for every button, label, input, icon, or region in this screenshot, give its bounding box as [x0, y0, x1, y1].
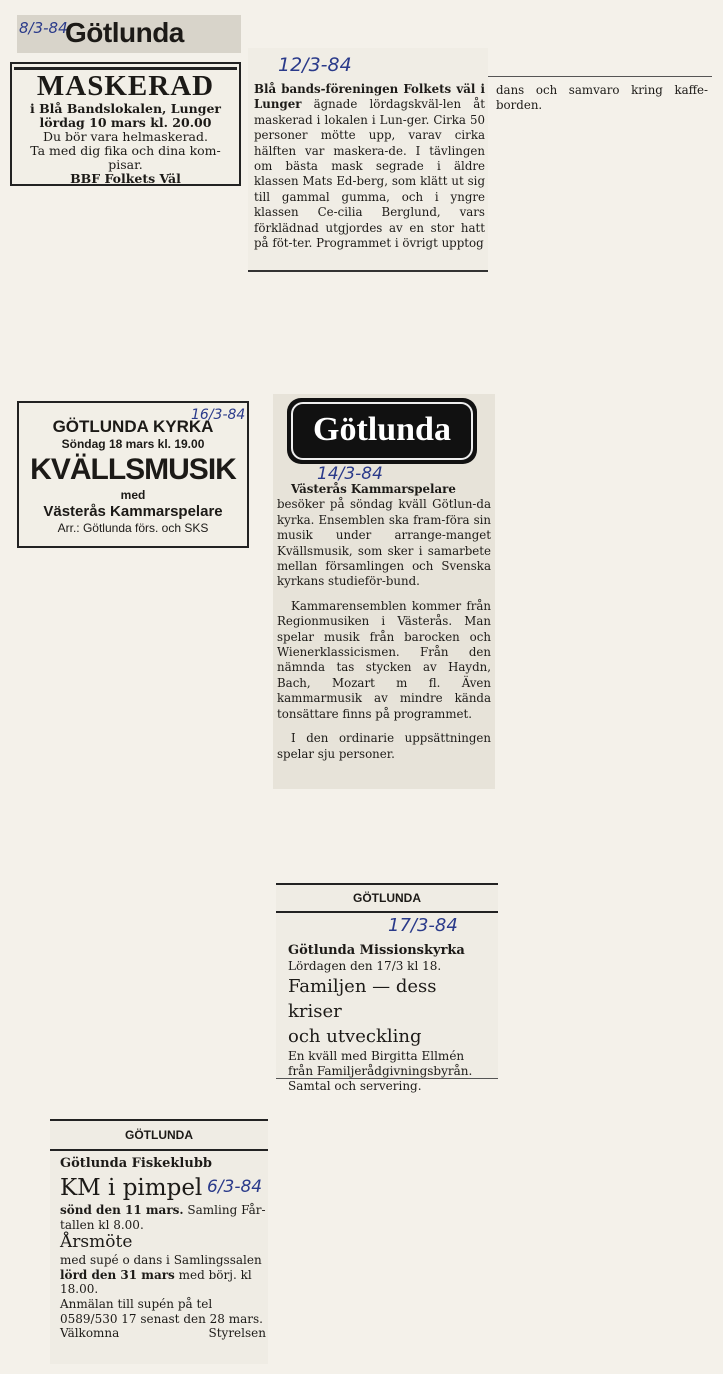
article-body — [254, 82, 485, 251]
event-date: Söndag 18 mars kl. 19.00 — [61, 437, 205, 451]
ad-text: Ta med dig fika och dina kom- — [30, 143, 221, 158]
event-with: med — [120, 488, 146, 502]
kvallsmusik-advertisement — [17, 401, 249, 548]
article-lead: Blå bands-föreningen Folkets väl i Lunger — [254, 82, 485, 112]
notice-text: Samtal och servering. — [288, 1079, 422, 1093]
article-text: ägnade lördagskväl-len åt maskerad i lokalen i Lun-ger. Cirka 50 personer mötte upp, varav cirka hälften var maskera-de. I tävlingen om bästa mask segrade i äldre klassen Mats Ed-berg, som klätt ut sig till gammal gumma, och i yngre klassen Ce-cilia Berglund, vars förklädnad utgjordes av en stor hatt på föt-ter. Programmet i övrigt upptog — [254, 97, 486, 251]
notice-text: En kväll med Birgitta Ellmén — [288, 1049, 465, 1063]
notice-header: GÖTLUNDA — [50, 1121, 268, 1151]
missionskyrka-notice — [276, 883, 498, 1093]
club-name: Götlunda Fiskeklubb — [60, 1156, 213, 1171]
venue: Götlunda Missionskyrka — [288, 943, 465, 958]
maskerad-advertisement — [10, 62, 241, 186]
notice-header: GÖTLUNDA — [276, 885, 498, 913]
event-title: KM i pimpel — [60, 1175, 203, 1201]
kammarspelare-article — [273, 394, 495, 789]
event-title: Familjen — dess kriser — [288, 976, 437, 1022]
handwritten-date: 14/3-84 — [317, 464, 383, 484]
article-lead: Västerås Kammarspelare — [291, 482, 456, 496]
article-continued-text: dans och samvaro kring kaffe-borden. — [496, 83, 708, 113]
article-paragraph: besöker på söndag kväll Götlun-da kyrka. Ensemblen ska fram-föra sin musik under arrange-manget Kvällsmusik, som sker i samarbete mellan församlingen och Svenska kyrkans studieför-bund. — [277, 497, 491, 589]
article-lead-line — [277, 482, 491, 497]
footer-greeting: Välkomna — [60, 1326, 120, 1341]
handwritten-date: 12/3-84 — [278, 54, 352, 76]
notice-text: Anmälan till supén på tel — [60, 1296, 213, 1311]
footer-signature: Styrelsen — [208, 1326, 266, 1341]
notice-text — [60, 1268, 266, 1283]
church-name: GÖTLUNDA KYRKA — [52, 417, 214, 436]
event-title: och utveckling — [288, 1026, 422, 1047]
handwritten-date: 8/3-84 — [19, 19, 68, 37]
notice-text: från Familjerådgivningsbyrån. — [288, 1064, 473, 1078]
handwritten-date: 6/3-84 — [207, 1177, 263, 1197]
ad-organizer: BBF Folkets Väl — [70, 171, 181, 186]
event-date: Lördagen den 17/3 kl 18. — [288, 959, 442, 973]
notice-text-part: med börj. kl — [178, 1267, 252, 1282]
maskerad-article — [248, 48, 488, 272]
performer: Västerås Kammarspelare — [43, 503, 223, 520]
section-header: Götlunda — [65, 17, 184, 48]
meeting-date: lörd den 31 mars — [60, 1267, 175, 1282]
fiskeklubb-notice — [50, 1119, 268, 1364]
notice-footer — [60, 1326, 266, 1341]
clipping-header-gotlunda — [17, 15, 241, 53]
event-date: sönd den 11 mars. — [60, 1203, 184, 1217]
notice-text: med supé o dans i Samlingssalen — [60, 1253, 262, 1268]
gotlunda-logo — [287, 398, 477, 464]
article-paragraph: I den ordinarie uppsättningen spelar sju personer. — [277, 731, 491, 761]
event-title: KVÄLLSMUSIK — [30, 453, 236, 486]
notice-text: tallen kl 8.00. — [60, 1217, 144, 1232]
handwritten-date: 16/3-84 — [191, 407, 246, 423]
logo-text: Götlunda — [291, 402, 473, 460]
handwritten-date: 17/3-84 — [388, 915, 458, 936]
meeting-title: Årsmöte — [60, 1232, 133, 1253]
notice-text: 0589/530 17 senast den 28 mars. — [60, 1311, 263, 1326]
maskerad-article-continued — [488, 76, 712, 116]
ad-title: MASKERAD — [14, 67, 237, 102]
notice-text-part: Samling Får- — [187, 1203, 266, 1217]
article-paragraph: Kammarensemblen kommer från Regionmusiken i Västerås. Man spelar musik från barocken och Wienerklassicismen. Från den nämnda tas stycken av Haydn, Bach, Mozart m fl. Även kammarmusik av mindre kända tonsättare finns på programmet. — [277, 598, 491, 721]
notice-text: 18.00. — [60, 1282, 99, 1297]
arranger: Arr.: Götlunda förs. och SKS — [57, 521, 209, 535]
notice-text — [60, 1203, 266, 1218]
ad-date: lördag 10 mars kl. 20.00 — [39, 115, 212, 130]
ad-text: pisar. — [108, 157, 143, 172]
ad-text: Du bör vara helmaskerad. — [43, 129, 208, 144]
ad-venue: i Blå Bandslokalen, Lunger — [30, 101, 221, 116]
